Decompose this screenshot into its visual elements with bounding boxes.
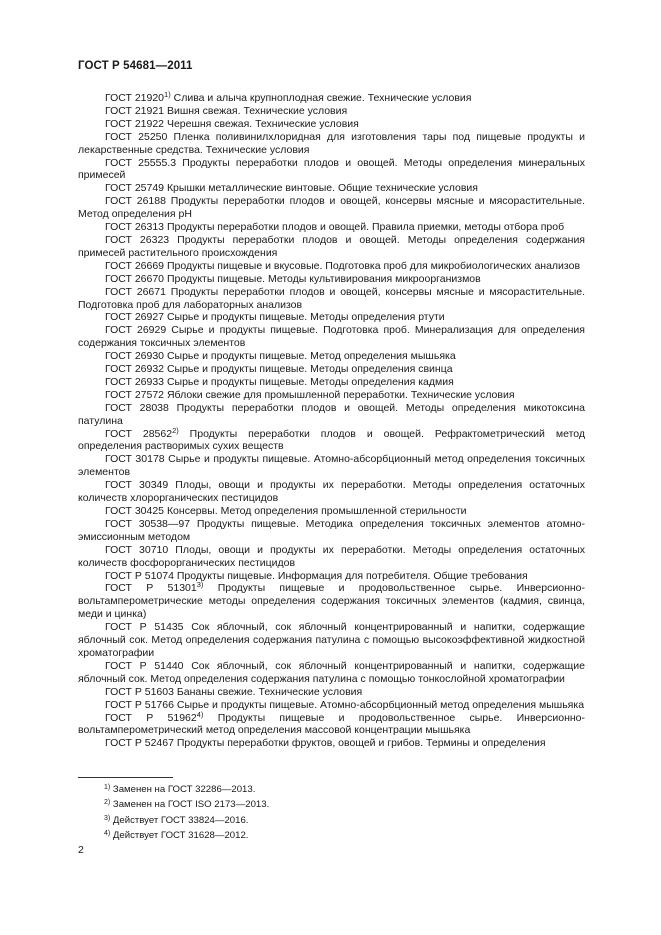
- page-number: 2: [78, 844, 84, 856]
- reference-paragraph: [78, 686, 585, 699]
- reference-text: ГОСТ 25555.3 Продукты переработки плодов и овощей. Методы определения минеральных примесей: [78, 156, 585, 182]
- reference-paragraph: [78, 376, 585, 389]
- footnote-text: Заменен на ГОСТ ISO 2173—2013.: [110, 799, 270, 811]
- reference-paragraph: [78, 234, 585, 260]
- reference-text: ГОСТ 26188 Продукты переработки плодов и овощей, консервы мясные и мясорастительные. Метод определения pH: [78, 195, 585, 221]
- reference-paragraph: [78, 699, 585, 712]
- reference-text-tail: Продукты пищевые и продовольственное сырье. Инверсионно-вольтамперометрические методы определения содержания токсичных элементов (кадмия, свинца, меди и цинка): [78, 582, 585, 621]
- reference-paragraph: [78, 389, 585, 402]
- reference-text: ГОСТ 30538—97 Продукты пищевые. Методика определения токсичных элементов атомно-эмиссионным методом: [78, 517, 585, 543]
- reference-paragraph: [78, 118, 585, 131]
- footnote: [104, 813, 269, 828]
- reference-paragraph: [78, 105, 585, 118]
- reference-paragraph: [78, 221, 585, 234]
- footnote-mark: 1): [104, 784, 111, 791]
- reference-paragraph: [78, 570, 585, 583]
- reference-paragraph: [78, 544, 585, 570]
- reference-paragraph: [78, 402, 585, 428]
- reference-paragraph: [78, 737, 585, 750]
- reference-text: ГОСТ Р 51074 Продукты пищевые. Информация для потребителя. Общие требования: [105, 569, 528, 582]
- reference-paragraph: [78, 425, 585, 454]
- reference-paragraph: [78, 260, 585, 273]
- reference-paragraph: [78, 182, 585, 195]
- reference-paragraph: [78, 195, 585, 221]
- reference-paragraph: [78, 479, 585, 505]
- footnote-marker: 4): [196, 709, 204, 719]
- footnote-mark: 3): [104, 814, 111, 822]
- reference-paragraph: [78, 660, 585, 686]
- reference-text: ГОСТ 30178 Сырье и продукты пищевые. Атомно-абсорбционный метод определения токсичных элементов: [78, 453, 585, 479]
- footnote-text: Заменен на ГОСТ 32286—2013.: [110, 784, 256, 795]
- footnote-text: Действует ГОСТ 31628—2012.: [110, 830, 249, 842]
- reference-paragraph: [78, 505, 585, 518]
- reference-paragraph: [78, 518, 585, 544]
- reference-paragraph: [78, 92, 585, 105]
- reference-paragraph: [78, 273, 585, 286]
- footnote-text: Действует ГОСТ 33824—2016.: [110, 814, 249, 826]
- reference-text: ГОСТ Р 51301: [105, 582, 197, 595]
- reference-text: ГОСТ 28562: [105, 427, 173, 440]
- reference-text: ГОСТ Р 51962: [105, 711, 197, 724]
- reference-paragraph: [78, 582, 585, 621]
- reference-text: ГОСТ 26927 Сырье и продукты пищевые. Методы определения ртути: [105, 311, 445, 324]
- reference-text-tail: Слива и алыча крупноплодная свежие. Технические условия: [170, 92, 472, 104]
- reference-text: ГОСТ 26670 Продукты пищевые. Методы культивирования микроорганизмов: [105, 272, 481, 285]
- reference-text: ГОСТ Р 52467 Продукты переработки фруктов, овощей и грибов. Термины и определения: [105, 737, 546, 750]
- footnotes: [104, 782, 269, 844]
- reference-text: ГОСТ 26933 Сырье и продукты пищевые. Методы определения кадмия: [105, 375, 454, 388]
- references-list: [78, 92, 585, 750]
- footnote-mark: 4): [104, 830, 111, 838]
- reference-text: ГОСТ 25250 Пленка поливинилхлоридная для изготовления тары под пищевые продукты и лекарственные средства. Технические условия: [78, 130, 585, 156]
- reference-paragraph: [78, 286, 585, 312]
- reference-text: ГОСТ Р 51435 Сок яблочный, сок яблочный концентрированный и напитки, содержащие яблочный сок. Метод определения содержания патулина с помощью высокоэффективной жидкостной хроматографии: [78, 621, 585, 659]
- reference-text-tail: Продукты переработки плодов и овощей. Рефрактометрический метод определения растворимых сухих веществ: [78, 427, 585, 453]
- reference-text: ГОСТ Р 51603 Бананы свежие. Технические условия: [105, 685, 363, 698]
- footnote-mark: 2): [104, 799, 111, 807]
- reference-text: ГОСТ 21920: [105, 92, 165, 104]
- reference-text: ГОСТ 26323 Продукты переработки плодов и овощей. Методы определения содержания примесей растительного происхождения: [78, 233, 585, 259]
- reference-text: ГОСТ 25749 Крышки металлические винтовые. Общие технические условия: [105, 182, 478, 195]
- reference-paragraph: [78, 131, 585, 157]
- footnote: [104, 828, 269, 843]
- reference-text: ГОСТ Р 51440 Сок яблочный, сок яблочный концентрированный и напитки, содержащие яблочный сок. Метод определения содержания патулина с помощью тонкослойной хроматографии: [78, 659, 585, 685]
- reference-text: ГОСТ 30349 Плоды, овощи и продукты их переработки. Методы определения остаточных количеств хлорорганических пестицидов: [78, 479, 585, 505]
- reference-text: ГОСТ Р 51766 Сырье и продукты пищевые. Атомно-абсорбционный метод определения мышьяка: [105, 698, 585, 711]
- reference-text: ГОСТ 26671 Продукты переработки плодов и овощей, консервы мясные и мясорастительные. Подготовка проб для лабораторных анализов: [78, 285, 585, 311]
- document-header: ГОСТ Р 54681—2011: [78, 60, 193, 72]
- reference-text: ГОСТ 30710 Плоды, овощи и продукты их переработки. Методы определения остаточных количеств фосфорорганических пестицидов: [78, 543, 585, 569]
- footnote-marker: 2): [172, 425, 179, 435]
- footnote: [104, 782, 269, 797]
- reference-text: ГОСТ 26929 Сырье и продукты пищевые. Подготовка проб. Минерализация для определения содержания токсичных элементов: [78, 324, 585, 350]
- reference-paragraph: [78, 157, 585, 183]
- reference-text: ГОСТ 26932 Сырье и продукты пищевые. Методы определения свинца: [105, 363, 453, 376]
- reference-text: ГОСТ 30425 Консервы. Метод определения промышленной стерильности: [105, 505, 467, 517]
- reference-paragraph: [78, 363, 585, 376]
- reference-paragraph: [78, 621, 585, 660]
- reference-text-tail: Продукты пищевые и продовольственное сырье. Инверсионно-вольтамперометрический метод определения массовой концентрации мышьяка: [78, 711, 585, 737]
- reference-paragraph: [78, 311, 585, 324]
- reference-text: ГОСТ 26930 Сырье и продукты пищевые. Метод определения мышьяка: [105, 350, 456, 363]
- footnote-marker: 1): [164, 90, 171, 99]
- footnote-separator: [78, 777, 173, 778]
- reference-text: ГОСТ 26669 Продукты пищевые и вкусовые. Подготовка проб для микробиологических анализов: [105, 259, 581, 272]
- reference-paragraph: [78, 709, 585, 738]
- reference-text: ГОСТ 28038 Продукты переработки плодов и овощей. Методы определения микотоксина патулина: [78, 401, 585, 427]
- reference-paragraph: [78, 453, 585, 479]
- footnote: [104, 797, 269, 812]
- reference-paragraph: [78, 350, 585, 363]
- reference-text: ГОСТ 27572 Яблоки свежие для промышленной переработки. Технические условия: [105, 388, 515, 401]
- reference-text: ГОСТ 21921 Вишня свежая. Технические условия: [105, 104, 348, 117]
- reference-text: ГОСТ 26313 Продукты переработки плодов и овощей. Правила приемки, методы отбора проб: [105, 221, 565, 234]
- footnote-marker: 3): [196, 580, 204, 590]
- reference-paragraph: [78, 324, 585, 350]
- reference-text: ГОСТ 21922 Черешня свежая. Технические условия: [105, 117, 359, 130]
